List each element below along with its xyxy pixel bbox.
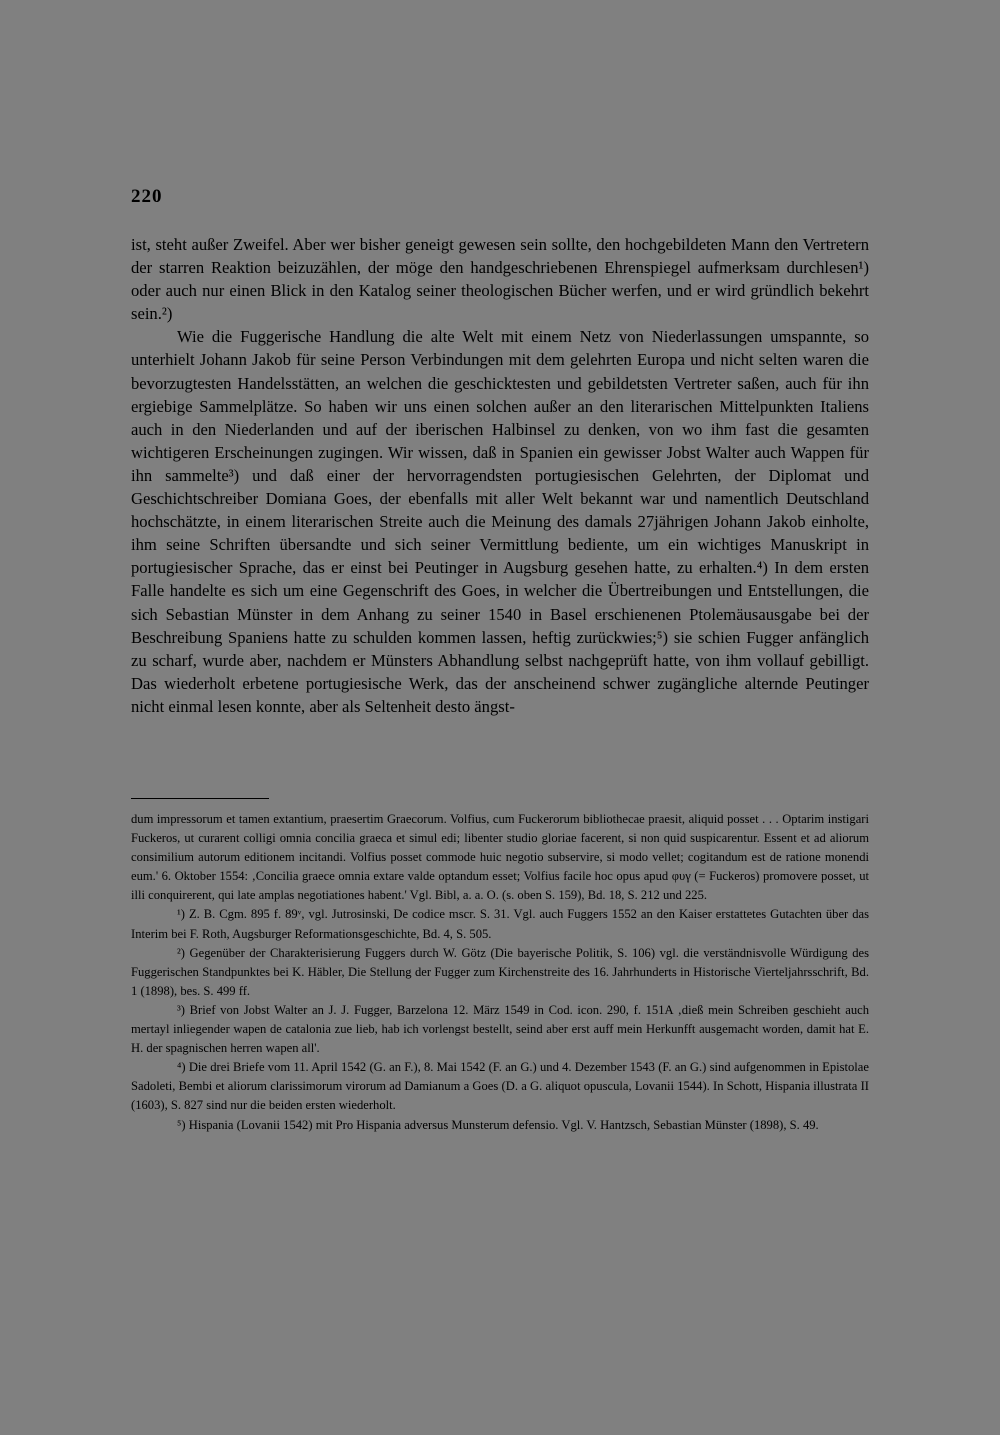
paragraph-1: ist, steht außer Zweifel. Aber wer bisher geneigt gewesen sein sollte, den hochgebildeten Mann den Vertretern der starren Reaktion beizuzählen, der möge den handgeschriebenen Ehrenspiegel aufmerksam durchlesen¹) oder auch nur einen Blick in den Katalog seiner theologischen Bücher werfen, und er wird gründlich bekehrt sein.²) [131, 235, 869, 324]
footnote-5: ⁵) Hispania (Lovanii 1542) mit Pro Hispania adversus Munsterum defensio. Vgl. V. Hantzsch, Sebastian Münster (1898), S. 49. [177, 1117, 819, 1132]
page-number: 220 [131, 186, 163, 207]
footnote-3: ³) Brief von Jobst Walter an J. J. Fugger, Barzelona 12. März 1549 in Cod. icon. 290, f. 151A ‚dieß mein Schreiben geschieht auch mertayl inliegender wapen de catalonia zue lieb, hab ich vorlengst bestellt, seind aber erst auff mein Herkunfft ausgemacht worden, damit hat E. H. der spagnischen herren wapen all'. [131, 1002, 869, 1056]
main-text [131, 233, 869, 718]
footnote-divider [131, 798, 269, 799]
footnote-4: ⁴) Die drei Briefe vom 11. April 1542 (G. an F.), 8. Mai 1542 (F. an G.) und 4. Dezember 1543 (F. an G.) sind aufgenommen in Epistolae Sadoleti, Bembi et aliorum clarissimorum virorum ad Damianum a Goes (D. a G. aliquot opuscula, Lovanii 1544). In Schott, Hispania illustrata II (1603), S. 827 sind nur die beiden ersten wiederholt. [131, 1060, 869, 1113]
footnotes [131, 810, 869, 1135]
footnote-continuation: dum impressorum et tamen extantium, praesertim Graecorum. Volfius, cum Fuckerorum bibliothecae praesit, aliquid posset . . . Optarim instigari Fuckeros, ut curarent colligi omnia concilia graeca et simul edi; libenter studio gloriae facerent, si non quid suspicarentur. Essent et ad aliorum consimilium autorum editionem incitandi. Volfius posset commode huic negotio subservire, si modo vellet; cogitandum est de ratione monendi eum.' 6. Oktober 1554: ‚Concilia graece omnia extare valde optandum esset; Volfius facile hoc opus apud φυγ (= Fuckeros) promovere posset, ut illi conquirerent, qui late amplas negotiationes habent.' Vgl. Bibl, a. a. O. (s. oben S. 159), Bd. 18, S. 212 und 225. [131, 812, 869, 903]
paragraph-2: Wie die Fuggerische Handlung die alte Welt mit einem Netz von Niederlassungen umspannte, so unterhielt Johann Jakob für seine Person Verbindungen mit dem gelehrten Europa und nicht selten waren die bevorzugtesten Handelsstätten, an welchen die geschicktesten und gebildetsten Vertreter saßen, auch für ihn ergiebige Sammelplätze. So haben wir uns einen solchen außer an den literarischen Mittelpunkten Italiens auch in den Niederlanden und auf der iberischen Halbinsel zu denken, von wo ihm fast die gesamten wichtigeren Erscheinungen zugingen. Wir wissen, daß in Spanien ein gewisser Jobst Walter auch Wappen für ihn sammelte³) und daß einer der hervorragendsten portugiesischen Gelehrten, der Diplomat und Geschichtschreiber Domiana Goes, der ebenfalls mit aller Welt bekannt war und namentlich Deutschland hochschätzte, in einem literarischen Streite auch die Meinung des damals 27jährigen Johann Jakob einholte, ihm seine Schriften übersandte und sich seiner Vermittlung bediente, um ein wichtiges Manuskript in portugiesischer Sprache, das er einst bei Peutinger in Augsburg gesehen hatte, zu erhalten.⁴) In dem ersten Falle handelte es sich um eine Gegenschrift des Goes, in welcher die Übertreibungen und Entstellungen, die sich Sebastian Münster in dem Anhang zu seiner 1540 in Basel erschienenen Ptolemäusausgabe bei der Beschreibung Spaniens hatte zu schulden kommen lassen, heftig zurückwies;⁵) sie schien Fugger anfänglich zu scharf, wurde aber, nachdem er Münsters Abhandlung selbst nachgeprüft hatte, von ihm vollauf gebilligt. Das wiederholt erbetene portugiesische Werk, das der anscheinend schwer zugängliche alternde Peutinger nicht einmal lesen konnte, aber als Seltenheit desto ängst- [131, 327, 869, 716]
footnote-1: ¹) Z. B. Cgm. 895 f. 89ᵛ, vgl. Jutrosinski, De codice mscr. S. 31. Vgl. auch Fuggers 1552 an den Kaiser erstattetes Gutachten über das Interim bei F. Roth, Augsburger Reformationsgeschichte, Bd. 4, S. 505. [131, 907, 869, 941]
footnote-2: ²) Gegenüber der Charakterisierung Fuggers durch W. Götz (Die bayerische Politik, S. 106) vgl. die verständnisvolle Würdigung des Fuggerischen Standpunktes bei K. Häbler, Die Stellung der Fugger zum Kirchenstreite des 16. Jahrhunderts in Historische Vierteljahrsschrift, Bd. 1 (1898), bes. S. 499 ff. [131, 945, 869, 998]
